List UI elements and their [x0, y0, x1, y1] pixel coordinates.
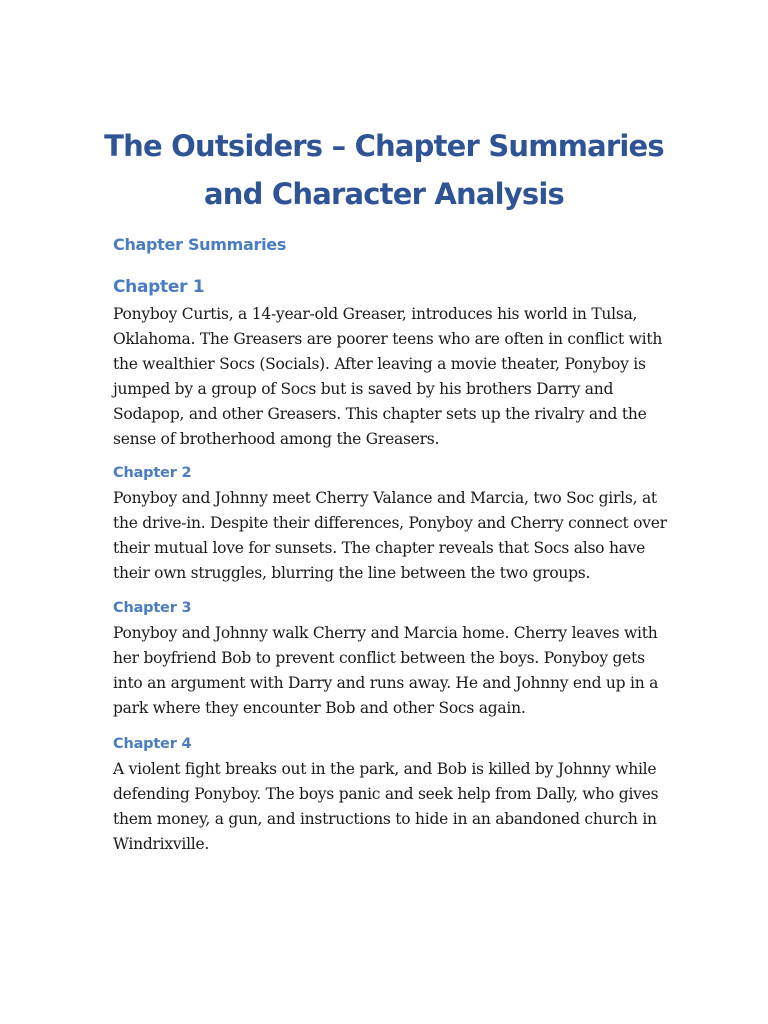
- chapter-4-heading: Chapter 4: [113, 736, 192, 752]
- chapter-4-line: them money, a gun, and instructions to hide in an abandoned church in: [113, 810, 657, 828]
- chapter-3-paragraph: [113, 621, 673, 721]
- section-heading-chapter-summaries: Chapter Summaries: [113, 235, 287, 254]
- chapter-4-paragraph: [113, 757, 673, 857]
- chapter-1-line: Sodapop, and other Greasers. This chapter sets up the rivalry and the: [113, 405, 647, 423]
- chapter-1-line: sense of brotherhood among the Greasers.: [113, 430, 440, 448]
- chapter-1-line: Oklahoma. The Greasers are poorer teens who are often in conflict with: [113, 330, 663, 348]
- chapter-1-line: the wealthier Socs (Socials). After leaving a movie theater, Ponyboy is: [113, 355, 646, 373]
- chapter-2-paragraph: [113, 486, 673, 586]
- chapter-3-line: into an argument with Darry and runs away. He and Johnny end up in a: [113, 674, 659, 692]
- chapter-4-line: Windrixville.: [113, 835, 210, 853]
- chapter-2-line: the drive-in. Despite their differences, Ponyboy and Cherry connect over: [113, 514, 667, 532]
- title-line-2: and Character Analysis: [204, 177, 564, 211]
- chapter-2-line: their mutual love for sunsets. The chapter reveals that Socs also have: [113, 539, 646, 557]
- chapter-4-line: defending Ponyboy. The boys panic and seek help from Dally, who gives: [113, 785, 659, 803]
- title-line-1: The Outsiders – Chapter Summaries: [104, 129, 664, 163]
- chapter-3-line: her boyfriend Bob to prevent conflict between the boys. Ponyboy gets: [113, 649, 645, 667]
- chapter-1-line: Ponyboy Curtis, a 14-year-old Greaser, introduces his world in Tulsa,: [113, 305, 638, 323]
- chapter-1-line: jumped by a group of Socs but is saved by his brothers Darry and: [113, 380, 614, 398]
- chapter-1-paragraph: [113, 302, 673, 452]
- chapter-1-heading: Chapter 1: [113, 277, 205, 297]
- chapter-3-heading: Chapter 3: [113, 600, 192, 616]
- chapter-2-line: their own struggles, blurring the line between the two groups.: [113, 564, 591, 582]
- chapter-3-line: Ponyboy and Johnny walk Cherry and Marcia home. Cherry leaves with: [113, 624, 658, 642]
- chapter-4-line: A violent fight breaks out in the park, and Bob is killed by Johnny while: [113, 760, 657, 778]
- document-title: [60, 122, 708, 218]
- chapter-3-line: park where they encounter Bob and other Socs again.: [113, 699, 526, 717]
- chapter-2-line: Ponyboy and Johnny meet Cherry Valance and Marcia, two Soc girls, at: [113, 489, 657, 507]
- chapter-2-heading: Chapter 2: [113, 465, 192, 481]
